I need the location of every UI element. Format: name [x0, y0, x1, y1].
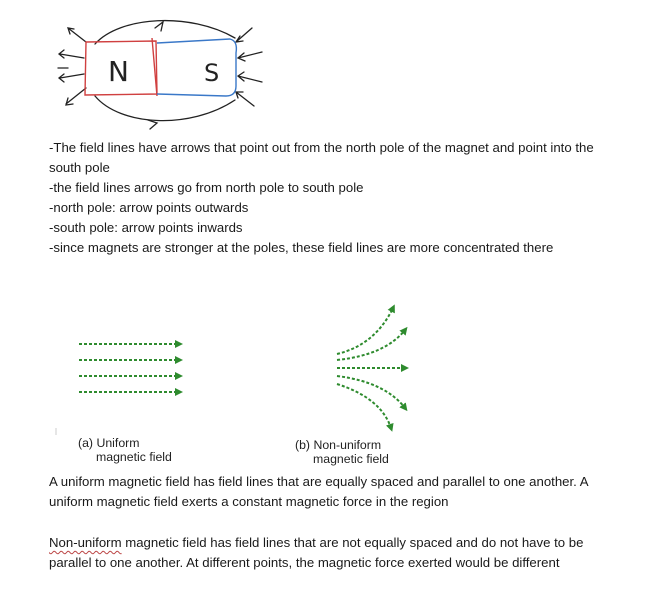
caption-line: magnetic field	[313, 452, 389, 466]
south-arrow-4	[236, 92, 254, 106]
south-arrow-3	[238, 72, 262, 82]
north-pole-label: N	[108, 55, 129, 88]
south-pole-box	[157, 39, 236, 96]
caption-line: (a) Uniform	[78, 436, 140, 450]
caption-line: magnetic field	[96, 450, 172, 464]
uniform-field-paragraph: A uniform magnetic field has field lines that are equally spaced and parallel to one another. A uniform magnetic field exerts a constant magnetic force in the region	[49, 474, 588, 509]
north-arrow-4	[66, 88, 86, 105]
uniform-field-caption	[78, 436, 172, 464]
notes-list	[49, 138, 609, 258]
paragraph-text: magnetic field has field lines that are not equally spaced and do not have to be parallel to one another. At different points, the magnetic force exerted would be different	[49, 535, 584, 570]
north-arrow-3	[59, 74, 84, 82]
note-item: -The field lines have arrows that point out from the north pole of the magnet and point into the south pole	[49, 140, 594, 175]
nonuniform-field-paragraph	[49, 533, 614, 573]
magnetic-field-figure	[55, 300, 435, 470]
note-item: -north pole: arrow points outwards	[49, 200, 249, 215]
bar-magnet-sketch	[40, 8, 280, 133]
note-item: -the field lines arrows go from north pole to south pole	[49, 180, 364, 195]
field-arrow-bottom	[148, 120, 157, 129]
south-arrow-2	[238, 52, 262, 61]
south-arrow-1	[236, 28, 252, 42]
caption-line: (b) Non-uniform	[295, 438, 382, 452]
north-arrow-2	[59, 50, 84, 58]
nonuniform-field-line	[337, 330, 405, 360]
nonuniform-field-line	[337, 308, 393, 354]
nonuniform-field-caption	[295, 438, 389, 466]
field-lines-diagram	[55, 300, 435, 435]
nonuniform-field-line	[337, 376, 405, 408]
spellcheck-word: Non-uniform	[49, 535, 122, 550]
note-item: -since magnets are stronger at the poles, these field lines are more concentrated there	[49, 240, 554, 255]
field-line-bottom-outer	[95, 96, 235, 121]
south-pole-label: S	[204, 59, 220, 87]
north-arrow-1	[68, 28, 86, 42]
field-arrow-top	[155, 22, 163, 31]
note-item: -south pole: arrow points inwards	[49, 220, 243, 235]
nonuniform-field-line	[337, 384, 391, 428]
